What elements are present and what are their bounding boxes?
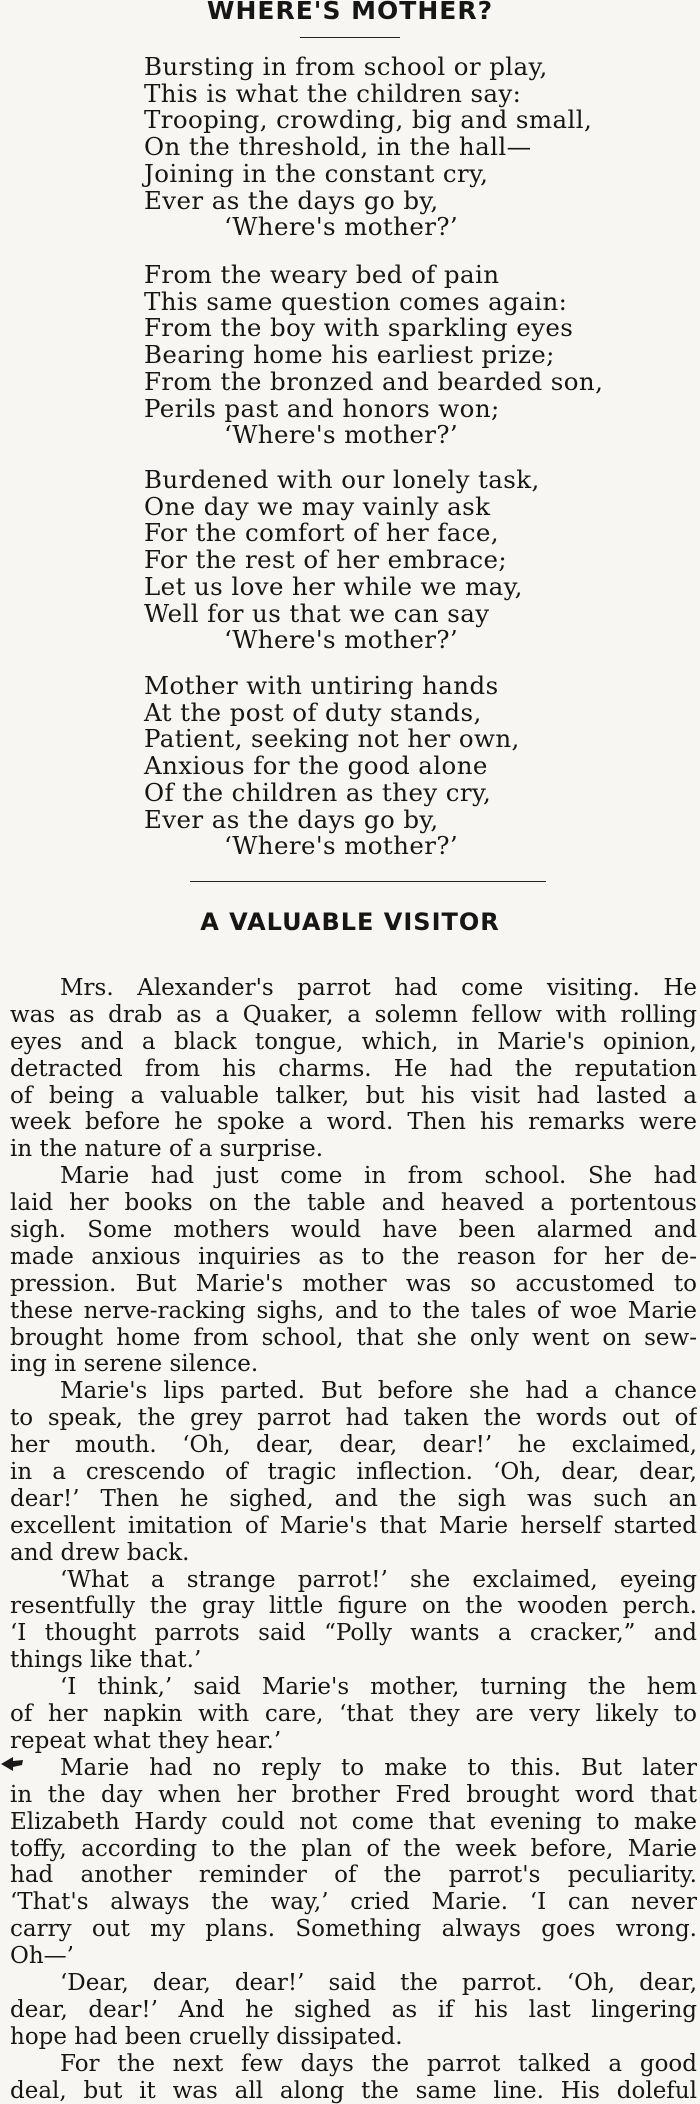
poem-refrain: ‘Where's mother?’	[224, 625, 459, 655]
story-line: ‘I think,’ said Marie's mother, turning the hem	[60, 1674, 697, 1701]
title-rule	[300, 37, 400, 38]
story-line: ‘Dear, dear, dear!’ said the parrot. ‘Oh, dear,	[60, 1969, 697, 1996]
poem-line: From the weary bed of pain	[144, 260, 500, 289]
story-line: excellent imitation of Marie's that Marie herself started	[10, 1512, 697, 1539]
story-line: ing in serene silence.	[10, 1351, 259, 1378]
story-title: A VALUABLE VISITOR	[200, 908, 500, 936]
story-line: resentfully the gray little figure on the wooden perch.	[10, 1593, 697, 1620]
story-line: pression. But Marie's mother was so accustomed to	[10, 1270, 697, 1297]
story-line: and drew back.	[10, 1539, 190, 1566]
story-line: dear!’ Then he sighed, and the sigh was such an	[10, 1485, 697, 1512]
story-line: had another reminder of the parrot's peculiarity.	[10, 1862, 697, 1889]
story-line: in the day when her brother Fred brought word that	[10, 1781, 697, 1808]
story-line: carry out my plans. Something always goes wrong.	[10, 1916, 697, 1943]
story-line: sigh. Some mothers would have been alarmed and	[10, 1217, 697, 1244]
poem-stanza-4	[144, 673, 574, 860]
poem-stanza-2	[144, 260, 604, 450]
story-line: ‘I thought parrots said “Polly wants a cracker,” and	[10, 1620, 697, 1647]
story-line: in the nature of a surprise.	[10, 1136, 324, 1163]
poem-line: One day we may vainly ask	[144, 491, 491, 521]
story-line: detracted from his charms. He had the reputation	[10, 1055, 697, 1082]
poem-line: Joining in the constant cry,	[144, 158, 489, 188]
story-line: to speak, the grey parrot had taken the words out of	[10, 1405, 697, 1432]
poem-line: Well for us that we can say	[144, 598, 490, 628]
poem-title: WHERE'S MOTHER?	[206, 0, 494, 25]
story-line: Marie had just come in from school. She had	[60, 1163, 697, 1190]
story-line: dear, dear!’ And he sighed as if his last lingering	[10, 1996, 697, 2023]
story-line: things like that.’	[10, 1647, 202, 1674]
poem-line: For the rest of her embrace;	[144, 545, 508, 575]
story-line: deal, but it was all along the same line. His doleful	[10, 2077, 697, 2104]
poem-refrain: ‘Where's mother?’	[224, 212, 459, 242]
margin-pointer-icon	[0, 1752, 24, 1776]
poem-line: Anxious for the good alone	[144, 751, 488, 781]
poem-line: Burdened with our lonely task,	[144, 465, 540, 494]
story-line: week before he spoke a word. Then his remarks were	[10, 1109, 697, 1136]
poem-line: Patient, seeking not her own,	[144, 724, 520, 754]
story-line: brought home from school, that she only went on sew-	[10, 1324, 697, 1351]
story-line: of being a valuable talker, but his visit had lasted a	[10, 1082, 697, 1109]
story-line: made anxious inquiries as to the reason for her de-	[10, 1243, 697, 1270]
story-line: Mrs. Alexander's parrot had come visiting. He	[60, 975, 697, 1001]
story-line: Marie's lips parted. But before she had a chance	[60, 1378, 697, 1405]
story-line: Marie had no reply to make to this. But later	[60, 1754, 697, 1781]
story-line: ‘What a strange parrot!’ she exclaimed, eyeing	[60, 1566, 697, 1593]
poem-line: Of the children as they cry,	[144, 777, 492, 807]
poem-line: This is what the children say:	[144, 78, 522, 108]
poem-line: From the boy with sparkling eyes	[144, 313, 574, 343]
poem-line: On the threshold, in the hall—	[144, 132, 532, 162]
poem-line: Mother with untiring hands	[144, 671, 499, 700]
story-line: of her napkin with care, ‘that they are very likely to	[10, 1701, 697, 1728]
story-line: repeat what they hear.’	[10, 1727, 282, 1754]
poem-line: Ever as the days go by,	[144, 804, 439, 834]
poem-line: From the bronzed and bearded son,	[144, 366, 604, 396]
story-line: her mouth. ‘Oh, dear, dear, dear!’ he exclaimed,	[10, 1432, 697, 1459]
poem-line: Bearing home his earliest prize;	[144, 340, 555, 370]
poem-line: Perils past and honors won;	[144, 393, 500, 423]
story-line: these nerve-racking sighs, and to the tales of woe Marie	[10, 1297, 697, 1324]
poem-line: Let us love her while we may,	[144, 571, 523, 601]
poem-refrain: ‘Where's mother?’	[224, 831, 459, 861]
poem-line: This same question comes again:	[144, 286, 568, 316]
poem-refrain: ‘Where's mother?’	[224, 420, 459, 450]
story-line: ‘That's always the way,’ cried Marie. ‘I can never	[10, 1889, 697, 1916]
poem-stanza-1	[144, 52, 593, 242]
poem-line: For the comfort of her face,	[144, 518, 499, 548]
story-line: Oh—’	[10, 1943, 74, 1970]
poem-line: Bursting in from school or play,	[144, 52, 548, 81]
story-line: For the next few days the parrot talked a good	[60, 2050, 697, 2077]
story-line: laid her books on the table and heaved a portentous	[10, 1190, 697, 1217]
poem-line: Trooping, crowding, big and small,	[144, 105, 593, 135]
story-line: eyes and a black tongue, which, in Marie's opinion,	[10, 1028, 697, 1055]
story-line: hope had been cruelly dissipated.	[10, 2023, 403, 2050]
poem-line: At the post of duty stands,	[144, 697, 482, 727]
story-line: was as drab as a Quaker, a solemn fellow with rolling	[10, 1001, 697, 1028]
poem-stanza-3	[144, 467, 574, 654]
story-body	[10, 975, 697, 2104]
story-line: Elizabeth Hardy could not come that evening to make	[10, 1808, 697, 1835]
story-line: toffy, according to the plan of the week before, Marie	[10, 1835, 697, 1862]
poem-line: Ever as the days go by,	[144, 185, 439, 215]
story-line: in a crescendo of tragic inflection. ‘Oh, dear, dear,	[10, 1459, 697, 1486]
section-divider	[190, 881, 546, 882]
